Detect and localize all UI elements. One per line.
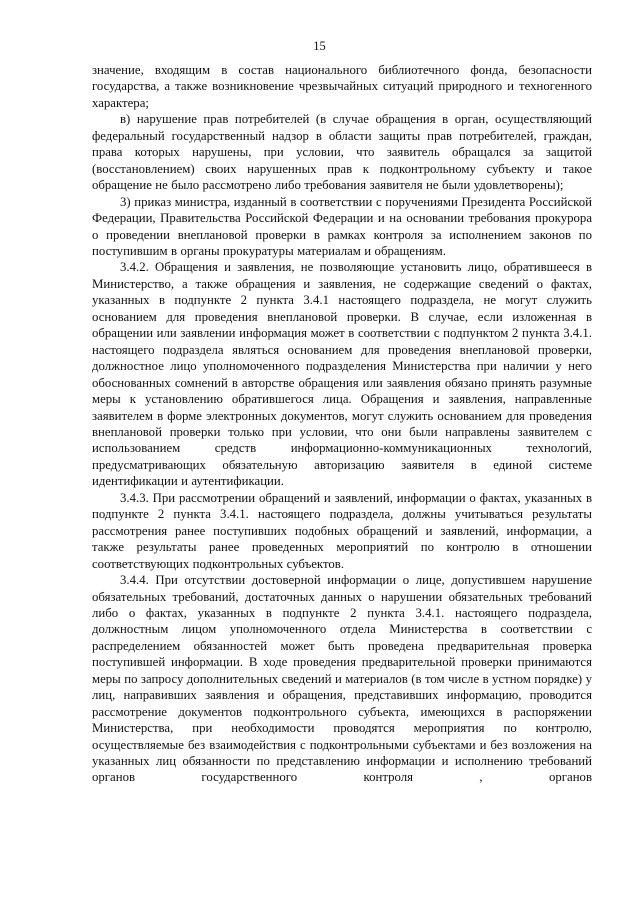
page-number: 15	[313, 39, 326, 53]
paragraph-3-4-3: 3.4.3. При рассмотрении обращений и заявлений, информации о фактах, указанных в подпункте 2 пункта 3.4.1. настоящего подраздела, должны учитываться результаты рассмотрения ранее поступивших подобных обращений и заявлений, информации, а также результаты ранее проведенных мероприятий по контролю в отношении соответствующих подконтрольных субъектов.	[92, 490, 592, 571]
paragraph-3-4-4: 3.4.4. При отсутствии достоверной информации о лице, допустившем нарушение обязательных требований, достаточных данных о нарушении обязательных требований либо о фактах, указанных в подпункте 2 пункта 3.4.1. настоящего подраздела, должностным лицом уполномоченного отдела Министерства в соответствии с распределением обязанностей может быть проведена предварительная проверка поступившей информации. В ходе проведения предварительной проверки принимаются меры по запросу дополнительных сведений и материалов (в том числе в устном порядке) у лиц, направивших заявления и обращения, представивших информацию, проводится рассмотрение документов подконтрольного субъекта, имеющихся в распоряжении Министерства, при необходимости проводятся мероприятия по контролю, осуществляемые без взаимодействия с подконтрольными субъектами и без возложения на указанных лиц обязанности по представлению информации и исполнению требований органов государственного контроля , органов	[92, 573, 592, 785]
document-body	[92, 62, 592, 786]
paragraph-continuation: значение, входящим в состав национального библиотечного фонда, безопасности государства, а также возникновение чрезвычайных ситуаций природного и техногенного характера;	[92, 63, 592, 110]
paragraph-item-3: 3) приказ министра, изданный в соответствии с поручениями Президента Российской Федерации, Правительства Российской Федерации и на основании требования прокурора о проведении внеплановой проверки в рамках контроля за исполнением законов по поступившим в органы прокуратуры материалам и обращениям.	[92, 194, 592, 258]
paragraph-3-4-2: 3.4.2. Обращения и заявления, не позволяющие установить лицо, обратившееся в Министерство, а также обращения и заявления, не содержащие сведений о фактах, указанных в подпункте 2 пункта 3.4.1 настоящего подраздела, не могут служить основанием для проведения внеплановой проверки. В случае, если изложенная в обращении или заявлении информация может в соответствии с подпунктом 2 пункта 3.4.1. настоящего подраздела являться основанием для проведения внеплановой проверки, должностное лицо уполномоченного подразделения Министерства при наличии у него обоснованных сомнений в авторстве обращения или заявления обязано принять разумные меры к установлению обратившегося лица. Обращения и заявления, направленные заявителем в форме электронных документов, могут служить основанием для проведения внеплановой проверки только при условии, что они были направлены заявителем с использованием средств информационно-коммуникационных технологий, предусматривающих обязательную авторизацию заявителя в единой системе идентификации и аутентификации.	[92, 260, 592, 489]
paragraph-item-v: в) нарушение прав потребителей (в случае обращения в орган, осуществляющий федеральный государственный надзор в области защиты прав потребителей, граждан, права которых нарушены, при условии, что заявитель обращался за защитой (восстановлением) своих нарушенных прав к подконтрольному субъекту и такое обращение не было рассмотрено либо требования заявителя не были удовлетворены);	[92, 112, 592, 193]
